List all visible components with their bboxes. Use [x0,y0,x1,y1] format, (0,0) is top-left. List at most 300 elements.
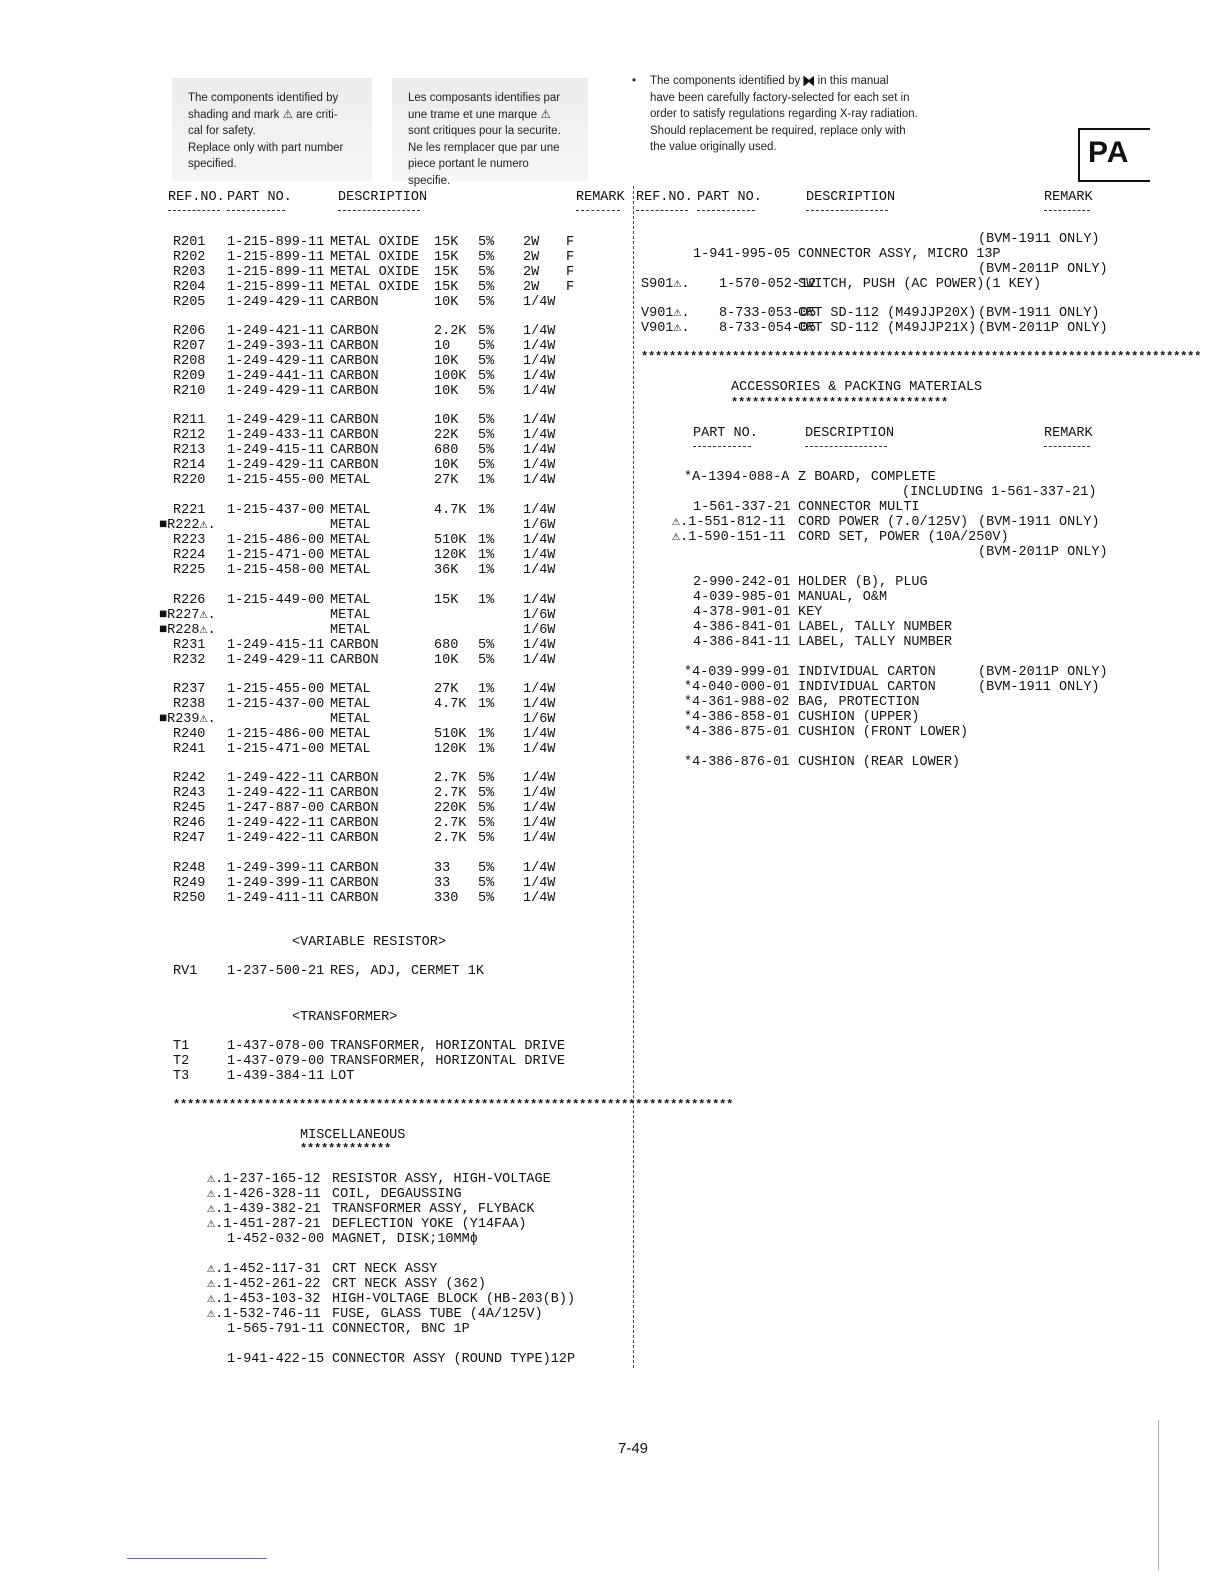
part-cell: 1-249-422-11 [227,816,325,831]
value-cell: 15K [434,280,459,295]
description-cell: CARBON [330,831,379,846]
description-cell: CARBON [330,876,379,891]
tolerance-cell: 5% [478,771,495,786]
part-cell: 1-249-421-11 [227,324,325,339]
tolerance-cell: 5% [478,891,495,906]
ref-cell: R243 [173,786,206,801]
description-cell: CARBON [330,354,379,369]
description-cell: HOLDER (B), PLUG [798,575,928,590]
xray-mark-icon [803,75,814,86]
transformer-heading: <TRANSFORMER> [292,1010,398,1025]
wattage-cell: 1/4W [523,384,556,399]
wattage-cell: 1/6W [523,623,556,638]
part-cell: 1-215-471-00 [227,548,325,563]
description-cell: CARBON [330,771,379,786]
tolerance-cell: 5% [478,250,495,265]
tolerance-cell: 5% [478,413,495,428]
tolerance-cell: 5% [478,235,495,250]
description-cell: MAGNET, DISK;10MMϕ [332,1232,478,1247]
table-row [0,1054,630,1069]
remark-cell: (BVM-1911 ONLY) [978,232,1100,247]
ref-cell: R204 [173,280,206,295]
header-underline [227,210,285,211]
table-row [0,1039,630,1054]
wattage-cell: 1/4W [523,354,556,369]
description-cell: LABEL, TALLY NUMBER [798,620,952,635]
notice-line: Ne les remplacer que par une [408,141,560,154]
value-cell: 220K [434,801,467,816]
remark-cell: (BVM-2011P ONLY) [978,545,1108,560]
part-cell: 1-249-441-11 [227,369,325,384]
left-header-part: PART NO. [227,190,292,205]
part-cell: *4-386-858-01 [684,710,790,725]
description-cell: CRT NECK ASSY (362) [332,1277,486,1292]
description-cell: TRANSFORMER, HORIZONTAL DRIVE [330,1039,565,1054]
description-cell: METAL OXIDE [330,280,420,295]
tolerance-cell: 5% [478,816,495,831]
ref-cell: R220 [173,473,206,488]
bullet-icon: • [632,75,637,87]
ref-cell: R202 [173,250,206,265]
value-cell: 10K [434,653,459,668]
header-underline [1044,446,1090,447]
wattage-cell: 1/4W [523,831,556,846]
ref-cell: R250 [173,891,206,906]
description-cell: CUSHION (REAR LOWER) [798,755,961,770]
description-cell: METAL [330,563,371,578]
ref-cell: R212 [173,428,206,443]
part-cell: 1-570-052-12 [719,277,817,292]
part-cell: 1-249-422-11 [227,771,325,786]
right-header-description: DESCRIPTION [806,190,896,205]
value-cell: 15K [434,250,459,265]
part-cell: 1-215-471-00 [227,742,325,757]
part-cell: ⚠.1-452-117-31 [207,1262,321,1277]
part-cell: 1-215-486-00 [227,727,325,742]
description-cell: BAG, PROTECTION [798,695,920,710]
part-cell: ⚠.1-453-103-32 [207,1292,321,1307]
ref-cell: R248 [173,861,206,876]
part-cell: 1-249-429-11 [227,653,325,668]
description-cell: CARBON [330,861,379,876]
ref-cell: ■R222⚠. [159,518,216,533]
remark-cell: (BVM-2011P ONLY) [978,665,1108,680]
part-cell: 1-215-449-00 [227,593,325,608]
part-cell: 1-249-429-11 [227,413,325,428]
ref-cell: R221 [173,503,206,518]
description-cell: CRT SD-112 (M49JJP21X) [798,321,977,336]
tolerance-cell: 5% [478,801,495,816]
wattage-cell: 1/4W [523,593,556,608]
page-number: 7-49 [618,1440,649,1457]
part-cell: *4-386-876-01 [684,755,790,770]
description-cell: INDIVIDUAL CARTON [798,680,936,695]
part-cell: 1-437-078-00 [227,1039,325,1054]
part-cell: ⚠.1-426-328-11 [207,1187,321,1202]
part-cell: 1-439-384-11 [227,1069,325,1084]
part-cell: 1-249-429-11 [227,295,325,310]
wattage-cell: 1/4W [523,771,556,786]
part-cell: 1-941-422-15 [227,1352,325,1367]
value-cell: 15K [434,235,459,250]
value-cell: 510K [434,727,467,742]
description-cell: KEY [798,605,823,620]
column-divider [633,186,634,1368]
ref-cell: R249 [173,876,206,891]
description-cell: CRT SD-112 (M49JJP20X) [798,306,977,321]
part-cell: ⚠.1-452-261-22 [207,1277,321,1292]
tolerance-cell: 5% [478,428,495,443]
accessories-heading: ACCESSORIES & PACKING MATERIALS [731,380,983,395]
header-underline [806,210,888,211]
ref-cell: ■R227⚠. [159,608,216,623]
notice-line: piece portant le numero specifie. [408,158,529,187]
ref-cell: R224 [173,548,206,563]
heading-underline: ******************************* [731,396,949,410]
part-cell: ⚠.1-439-382-21 [207,1202,321,1217]
wattage-cell: 1/4W [523,533,556,548]
value-cell: 27K [434,682,459,697]
part-cell: 1-215-437-00 [227,697,325,712]
description-cell: LABEL, TALLY NUMBER [798,635,952,650]
description-cell: CONNECTOR MULTI [798,500,920,515]
footer-rule [127,1558,267,1559]
notice-line: cal for safety. [188,125,256,137]
value-cell: 10K [434,458,459,473]
tolerance-cell: 5% [478,369,495,384]
ref-cell: R240 [173,727,206,742]
part-cell: 1-249-399-11 [227,861,325,876]
header-underline [576,210,620,211]
part-cell: 1-215-899-11 [227,235,325,250]
wattage-cell: 1/4W [523,548,556,563]
ref-cell: RV1 [173,964,198,979]
value-cell: 2.7K [434,771,467,786]
wattage-cell: 2W [523,235,540,250]
description-cell: CARBON [330,295,379,310]
notice-line: the value originally used. [650,141,777,153]
header-underline [636,210,688,211]
ref-cell: R241 [173,742,206,757]
header-underline [168,210,220,211]
tolerance-cell: 1% [478,503,495,518]
tolerance-cell: 5% [478,876,495,891]
part-cell: 1-249-429-11 [227,354,325,369]
part-cell: 8-733-054-05 [719,321,817,336]
part-cell: *4-386-875-01 [684,725,790,740]
wattage-cell: 1/4W [523,473,556,488]
value-cell: 33 [434,876,451,891]
description-cell: CARBON [330,384,379,399]
part-cell: *4-039-999-01 [684,665,790,680]
description-cell: SWITCH, PUSH (AC POWER)(1 KEY) [798,277,1042,292]
part-cell: ⚠.1-237-165-12 [207,1172,321,1187]
description-cell: METAL [330,682,371,697]
description-cell: CARBON [330,339,379,354]
remark-cell: F [566,250,575,265]
tolerance-cell: 5% [478,861,495,876]
tolerance-cell: 5% [478,831,495,846]
description-cell: METAL OXIDE [330,265,420,280]
description-cell: METAL [330,473,371,488]
remark-cell: F [566,235,575,250]
description-cell: CARBON [330,653,379,668]
part-cell: 1-249-393-11 [227,339,325,354]
description-cell: METAL OXIDE [330,250,420,265]
description-cell: CONNECTOR ASSY (ROUND TYPE)12P [332,1352,576,1367]
right-header-part: PART NO. [697,190,762,205]
description-cell: METAL [330,697,371,712]
ref-cell: R207 [173,339,206,354]
safety-notice-french [392,78,588,187]
wattage-cell: 1/4W [523,428,556,443]
table-row [0,964,630,979]
tolerance-cell: 1% [478,593,495,608]
remark-cell: F [566,265,575,280]
description-cell: CONNECTOR ASSY, MICRO 13P [798,247,1001,262]
description-cell: INDIVIDUAL CARTON [798,665,936,680]
header-underline [693,446,751,447]
tolerance-cell: 5% [478,384,495,399]
part-cell: 1-249-422-11 [227,786,325,801]
ref-cell: V901⚠. [641,306,690,321]
value-cell: 120K [434,742,467,757]
wattage-cell: 2W [523,280,540,295]
notice-line: have been carefully factory-selected for each set in [650,91,910,104]
part-cell: 1-237-500-21 [227,964,325,979]
part-cell: 8-733-053-05 [719,306,817,321]
part-cell: 1-215-899-11 [227,265,325,280]
ref-cell: R242 [173,771,206,786]
value-cell: 36K [434,563,459,578]
wattage-cell: 1/4W [523,458,556,473]
description-cell: CARBON [330,458,379,473]
wattage-cell: 1/4W [523,324,556,339]
ref-cell: R209 [173,369,206,384]
part-cell: 1-215-486-00 [227,533,325,548]
part-cell: 2-990-242-01 [693,575,791,590]
ref-cell: R246 [173,816,206,831]
miscellaneous-heading: MISCELLANEOUS [300,1128,406,1143]
tolerance-cell: 5% [478,324,495,339]
notice-line: sont critiques pour la securite. [408,125,561,137]
description-cell: METAL [330,503,371,518]
ref-cell: R238 [173,697,206,712]
wattage-cell: 1/4W [523,443,556,458]
wattage-cell: 1/4W [523,876,556,891]
description-cell: METAL [330,727,371,742]
heading-underline: ************* [300,1142,392,1156]
part-cell: 1-452-032-00 [227,1232,325,1247]
value-cell: 2.7K [434,816,467,831]
ref-cell: R206 [173,324,206,339]
tolerance-cell: 1% [478,473,495,488]
part-cell: 1-437-079-00 [227,1054,325,1069]
description-cell: CORD SET, POWER (10A/250V) [798,530,1009,545]
section-separator: ******************************************************************************** [641,350,1202,364]
description-cell: CARBON [330,638,379,653]
tolerance-cell: 1% [478,563,495,578]
tolerance-cell: 1% [478,742,495,757]
notice-line: The components identified by [650,75,801,87]
description-cell: METAL [330,593,371,608]
ref-cell: V901⚠. [641,321,690,336]
description-cell: METAL [330,608,371,623]
part-cell: 1-215-455-00 [227,682,325,697]
description-cell: MANUAL, O&M [798,590,888,605]
remark-cell: (BVM-1911 ONLY) [978,515,1100,530]
tolerance-cell: 1% [478,533,495,548]
tolerance-cell: 1% [478,697,495,712]
value-cell: 100K [434,369,467,384]
description-cell: CARBON [330,801,379,816]
wattage-cell: 2W [523,265,540,280]
value-cell: 2.2K [434,324,467,339]
description-cell: CARBON [330,428,379,443]
part-cell: 1-249-399-11 [227,876,325,891]
wattage-cell: 1/4W [523,653,556,668]
right-header-remark: REMARK [1044,190,1093,205]
value-cell: 120K [434,548,467,563]
part-cell: 1-215-455-00 [227,473,325,488]
description-cell: FUSE, GLASS TUBE (4A/125V) [332,1307,543,1322]
part-cell: *A-1394-088-A [684,470,790,485]
part-cell: 1-249-422-11 [227,831,325,846]
section-separator: ******************************************************************************** [173,1098,734,1112]
description-cell: CARBON [330,369,379,384]
remark-cell: (BVM-2011P ONLY) [978,321,1108,336]
tolerance-cell: 5% [478,638,495,653]
description-cell: METAL [330,623,371,638]
part-cell: 1-941-995-05 [693,247,791,262]
ref-cell: R211 [173,413,206,428]
description-cell: COIL, DEGAUSSING [332,1187,462,1202]
value-cell: 2.7K [434,831,467,846]
tolerance-cell: 5% [478,280,495,295]
wattage-cell: 1/4W [523,801,556,816]
wattage-cell: 2W [523,250,540,265]
tolerance-cell: 1% [478,727,495,742]
description-cell: CARBON [330,443,379,458]
wattage-cell: 1/4W [523,295,556,310]
description-cell: CONNECTOR, BNC 1P [332,1322,470,1337]
ref-cell: R203 [173,265,206,280]
ref-cell: R231 [173,638,206,653]
part-cell: 1-247-887-00 [227,801,325,816]
value-cell: 330 [434,891,459,906]
description-cell: TRANSFORMER, HORIZONTAL DRIVE [330,1054,565,1069]
remark-cell: (BVM-1911 ONLY) [978,306,1100,321]
value-cell: 10K [434,354,459,369]
tolerance-cell: 1% [478,682,495,697]
remark-cell: (BVM-2011P ONLY) [978,262,1108,277]
description-cell: METAL [330,742,371,757]
ref-cell: R210 [173,384,206,399]
value-cell: 680 [434,443,459,458]
ref-cell: R245 [173,801,206,816]
notice-line: order to satisfy regulations regarding X-ray radiation. [650,108,918,120]
notice-line: The components identified by [188,92,339,104]
ref-cell: R225 [173,563,206,578]
wattage-cell: 1/4W [523,369,556,384]
tolerance-cell: 5% [478,339,495,354]
ref-cell: R247 [173,831,206,846]
ref-cell: R223 [173,533,206,548]
ref-cell: R208 [173,354,206,369]
ref-cell: R205 [173,295,206,310]
notice-line: Should replacement be required, replace only with [650,124,906,137]
value-cell: 680 [434,638,459,653]
wattage-cell: 1/4W [523,638,556,653]
ref-cell: R201 [173,235,206,250]
description-cell: CORD POWER (7.0/125V) [798,515,969,530]
description-cell: CARBON [330,413,379,428]
wattage-cell: 1/4W [523,339,556,354]
part-cell: ⚠.1-532-746-11 [207,1307,321,1322]
wattage-cell: 1/4W [523,697,556,712]
wattage-cell: 1/6W [523,608,556,623]
accessories-header-description: DESCRIPTION [805,426,895,441]
value-cell: 27K [434,473,459,488]
wattage-cell: 1/4W [523,861,556,876]
part-cell: 4-378-901-01 [693,605,791,620]
part-cell: 4-386-841-01 [693,620,791,635]
description-cell: CARBON [330,891,379,906]
wattage-cell: 1/6W [523,518,556,533]
tolerance-cell: 5% [478,265,495,280]
left-header-ref: REF.NO. [168,190,225,205]
part-cell: 1-249-411-11 [227,891,325,906]
accessories-header-part: PART NO. [693,426,758,441]
part-cell: 1-215-437-00 [227,503,325,518]
tolerance-cell: 5% [478,443,495,458]
tolerance-cell: 5% [478,295,495,310]
value-cell: 2.7K [434,786,467,801]
ref-cell: R232 [173,653,206,668]
part-cell: *4-040-000-01 [684,680,790,695]
wattage-cell: 1/4W [523,727,556,742]
variable-resistor-heading: <VARIABLE RESISTOR> [292,935,446,950]
ref-cell: ■R239⚠. [159,712,216,727]
tolerance-cell: 1% [478,548,495,563]
part-cell: 1-215-899-11 [227,280,325,295]
description-cell: RESISTOR ASSY, HIGH-VOLTAGE [332,1172,551,1187]
description-cell: DEFLECTION YOKE (Y14FAA) [332,1217,527,1232]
ref-cell: R226 [173,593,206,608]
tolerance-cell: 5% [478,653,495,668]
description-cell: METAL [330,548,371,563]
description-cell: CUSHION (UPPER) [798,710,920,725]
description-cell: CRT NECK ASSY [332,1262,438,1277]
left-header-description: DESCRIPTION [338,190,428,205]
value-cell: 15K [434,265,459,280]
wattage-cell: 1/4W [523,891,556,906]
description-cell: METAL [330,712,371,727]
header-underline [697,210,755,211]
part-cell: 4-386-841-11 [693,635,791,650]
tolerance-cell: 5% [478,786,495,801]
description-cell: CARBON [330,786,379,801]
part-cell: 1-215-458-00 [227,563,325,578]
tolerance-cell: 5% [478,458,495,473]
part-cell: 1-561-337-21 [693,500,791,515]
wattage-cell: 1/6W [523,712,556,727]
ref-cell: T1 [173,1039,190,1054]
notice-line: shading and mark ⚠ are criti- [188,108,338,121]
ref-cell: T3 [173,1069,190,1084]
table-row [0,1069,630,1084]
right-header-ref: REF.NO. [636,190,693,205]
